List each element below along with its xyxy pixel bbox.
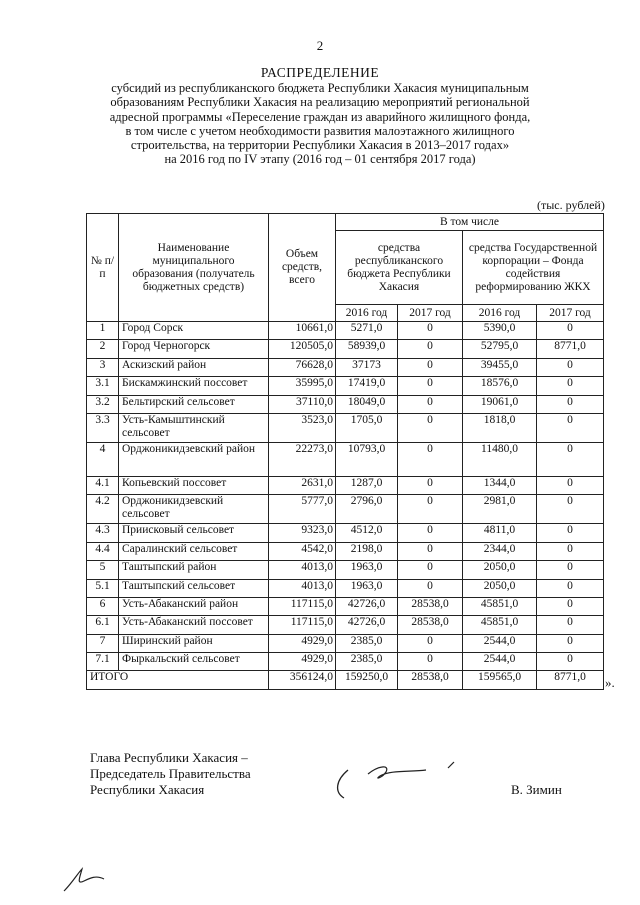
row-fund-2016: 2050,0: [463, 561, 537, 579]
row-total: 35995,0: [269, 377, 336, 395]
table-row: [87, 616, 604, 634]
header-republic-budget: средства республиканского бюджета Республики Хакасия: [336, 231, 463, 305]
header-year-2017: 2017 год: [398, 305, 463, 322]
position-line: Глава Республики Хакасия –: [90, 750, 248, 765]
row-total: 3523,0: [269, 413, 336, 442]
table-row: [87, 442, 604, 476]
row-name: Бельтирский сельсовет: [119, 395, 269, 413]
row-total: 4542,0: [269, 542, 336, 560]
table-row: [87, 579, 604, 597]
row-fund-2017: 0: [537, 542, 604, 560]
row-total: 2631,0: [269, 476, 336, 494]
row-name: Таштыпский район: [119, 561, 269, 579]
handwritten-signature: [330, 758, 470, 808]
row-number: 4.1: [87, 476, 119, 494]
row-fund-2017: 0: [537, 597, 604, 615]
row-total: 117115,0: [269, 616, 336, 634]
row-republic-2016: 1287,0: [336, 476, 398, 494]
row-name: Саралинский сельсовет: [119, 542, 269, 560]
header-fund: средства Государственной корпорации – Фонда содействия реформированию ЖКХ: [463, 231, 604, 305]
row-fund-2016: 2544,0: [463, 634, 537, 652]
row-name: Ширинский район: [119, 634, 269, 652]
total-row: [87, 671, 604, 689]
row-republic-2017: 0: [398, 377, 463, 395]
row-fund-2016: 19061,0: [463, 395, 537, 413]
row-republic-2016: 2198,0: [336, 542, 398, 560]
row-republic-2017: 0: [398, 358, 463, 376]
total-label: ИТОГО: [87, 671, 269, 689]
row-republic-2017: 0: [398, 495, 463, 524]
position-line: Республики Хакасия: [90, 782, 205, 797]
row-total: 9323,0: [269, 524, 336, 542]
row-republic-2016: 10793,0: [336, 442, 398, 476]
row-fund-2017: 0: [537, 476, 604, 494]
row-name: Усть-Камыштинский сельсовет: [119, 413, 269, 442]
row-republic-2017: 28538,0: [398, 597, 463, 615]
row-republic-2016: 4512,0: [336, 524, 398, 542]
row-fund-2017: 0: [537, 442, 604, 476]
row-fund-2017: 0: [537, 322, 604, 340]
row-total: 4013,0: [269, 561, 336, 579]
total-fund-2016: 159565,0: [463, 671, 537, 689]
row-republic-2016: 1963,0: [336, 579, 398, 597]
row-republic-2017: 0: [398, 634, 463, 652]
signatory-position: [90, 750, 251, 798]
row-number: 2: [87, 340, 119, 358]
heading-line: субсидий из республиканского бюджета Республики Хакасия муниципальным: [111, 81, 529, 96]
row-fund-2016: 1818,0: [463, 413, 537, 442]
row-number: 7.1: [87, 653, 119, 671]
heading-line: строительства, на территории Республики Хакасия в 2013–2017 годах»: [130, 138, 510, 153]
position-line: Председатель Правительства: [90, 766, 251, 781]
header-in-which: В том числе: [336, 214, 604, 231]
row-number: 7: [87, 634, 119, 652]
table-row: [87, 340, 604, 358]
heading-line: в том числе с учетом необходимости развития малоэтажного жилищного: [125, 123, 515, 138]
heading-line: адресной программы «Переселение граждан из аварийного жилищного фонда,: [109, 109, 531, 124]
row-fund-2017: 0: [537, 524, 604, 542]
row-number: 3.3: [87, 413, 119, 442]
table-row: [87, 561, 604, 579]
heading-line: образованиям Республики Хакасия на реализацию мероприятий региональной: [110, 95, 530, 110]
row-fund-2017: 0: [537, 358, 604, 376]
row-fund-2016: 18576,0: [463, 377, 537, 395]
row-total: 5777,0: [269, 495, 336, 524]
row-republic-2017: 0: [398, 322, 463, 340]
row-fund-2016: 52795,0: [463, 340, 537, 358]
row-fund-2016: 2344,0: [463, 542, 537, 560]
row-number: 6.1: [87, 616, 119, 634]
closing-quote-mark: ».: [605, 675, 615, 690]
row-fund-2017: 0: [537, 634, 604, 652]
document-heading: [40, 66, 600, 166]
document-title: РАСПРЕДЕЛЕНИЕ: [260, 65, 380, 80]
row-fund-2017: 0: [537, 395, 604, 413]
header-total: Объем средств, всего: [269, 214, 336, 322]
row-number: 5.1: [87, 579, 119, 597]
row-fund-2017: 8771,0: [537, 340, 604, 358]
row-republic-2016: 2385,0: [336, 653, 398, 671]
row-republic-2016: 1963,0: [336, 561, 398, 579]
row-republic-2017: 0: [398, 524, 463, 542]
row-republic-2017: 0: [398, 579, 463, 597]
row-number: 3.2: [87, 395, 119, 413]
row-total: 117115,0: [269, 597, 336, 615]
row-fund-2017: 0: [537, 579, 604, 597]
row-republic-2017: 28538,0: [398, 616, 463, 634]
row-name: Аскизский район: [119, 358, 269, 376]
row-republic-2017: 0: [398, 413, 463, 442]
total-fund-2017: 8771,0: [537, 671, 604, 689]
row-republic-2016: 17419,0: [336, 377, 398, 395]
row-republic-2016: 37173: [336, 358, 398, 376]
row-name: Приисковый сельсовет: [119, 524, 269, 542]
table-row: [87, 524, 604, 542]
row-republic-2017: 0: [398, 476, 463, 494]
row-fund-2016: 1344,0: [463, 476, 537, 494]
row-name: Бискамжинский поссовет: [119, 377, 269, 395]
header-year-2016: 2016 год: [336, 305, 398, 322]
row-number: 6: [87, 597, 119, 615]
row-fund-2016: 45851,0: [463, 597, 537, 615]
row-republic-2017: 0: [398, 340, 463, 358]
row-name: Город Сорск: [119, 322, 269, 340]
row-number: 4.3: [87, 524, 119, 542]
row-fund-2017: 0: [537, 653, 604, 671]
row-fund-2017: 0: [537, 413, 604, 442]
signer-name: В. Зимин: [511, 782, 562, 797]
row-republic-2016: 42726,0: [336, 597, 398, 615]
row-number: 4.2: [87, 495, 119, 524]
table-row: [87, 476, 604, 494]
heading-line: на 2016 год по IV этапу (2016 год – 01 сентября 2017 года): [164, 152, 476, 167]
row-number: 3: [87, 358, 119, 376]
table-row: [87, 322, 604, 340]
row-name: Город Черногорск: [119, 340, 269, 358]
row-number: 3.1: [87, 377, 119, 395]
row-republic-2017: 0: [398, 442, 463, 476]
row-fund-2016: 2050,0: [463, 579, 537, 597]
row-total: 4013,0: [269, 579, 336, 597]
row-fund-2017: 0: [537, 495, 604, 524]
row-total: 22273,0: [269, 442, 336, 476]
header-year-2017: 2017 год: [537, 305, 604, 322]
page-number: 2: [316, 38, 324, 53]
row-republic-2017: 0: [398, 395, 463, 413]
header-name: Наименование муниципального образования (получатель бюджетных средств): [119, 214, 269, 322]
row-fund-2016: 45851,0: [463, 616, 537, 634]
row-republic-2016: 42726,0: [336, 616, 398, 634]
row-name: Копьевский поссовет: [119, 476, 269, 494]
row-republic-2016: 5271,0: [336, 322, 398, 340]
table-row: [87, 634, 604, 652]
total-sum: 356124,0: [269, 671, 336, 689]
header-num: № п/п: [87, 214, 119, 322]
row-total: 76628,0: [269, 358, 336, 376]
row-fund-2016: 4811,0: [463, 524, 537, 542]
table-row: [87, 597, 604, 615]
row-name: Орджоникидзевский сельсовет: [119, 495, 269, 524]
row-name: Усть-Абаканский район: [119, 597, 269, 615]
table-row: [87, 653, 604, 671]
row-total: 4929,0: [269, 653, 336, 671]
units-note: (тыс. рублей): [537, 198, 605, 212]
row-total: 120505,0: [269, 340, 336, 358]
row-republic-2017: 0: [398, 561, 463, 579]
table-row: [87, 358, 604, 376]
header-year-2016: 2016 год: [463, 305, 537, 322]
row-total: 37110,0: [269, 395, 336, 413]
total-republic-2016: 159250,0: [336, 671, 398, 689]
margin-initials-mark: [60, 865, 110, 895]
row-republic-2016: 58939,0: [336, 340, 398, 358]
row-number: 4.4: [87, 542, 119, 560]
row-republic-2016: 2796,0: [336, 495, 398, 524]
row-fund-2016: 2544,0: [463, 653, 537, 671]
row-republic-2016: 18049,0: [336, 395, 398, 413]
row-republic-2017: 0: [398, 542, 463, 560]
row-republic-2016: 1705,0: [336, 413, 398, 442]
row-number: 4: [87, 442, 119, 476]
row-republic-2017: 0: [398, 653, 463, 671]
row-name: Орджоникидзевский район: [119, 442, 269, 476]
row-fund-2016: 39455,0: [463, 358, 537, 376]
row-total: 10661,0: [269, 322, 336, 340]
row-fund-2016: 5390,0: [463, 322, 537, 340]
row-name: Таштыпский сельсовет: [119, 579, 269, 597]
row-number: 5: [87, 561, 119, 579]
total-republic-2017: 28538,0: [398, 671, 463, 689]
table-row: [87, 377, 604, 395]
table-row: [87, 542, 604, 560]
row-fund-2016: 2981,0: [463, 495, 537, 524]
row-fund-2017: 0: [537, 561, 604, 579]
row-fund-2017: 0: [537, 616, 604, 634]
subsidy-distribution-table: [86, 213, 604, 690]
table-row: [87, 413, 604, 442]
row-republic-2016: 2385,0: [336, 634, 398, 652]
row-fund-2016: 11480,0: [463, 442, 537, 476]
row-fund-2017: 0: [537, 377, 604, 395]
row-number: 1: [87, 322, 119, 340]
row-name: Фыркальский сельсовет: [119, 653, 269, 671]
table-row: [87, 395, 604, 413]
row-total: 4929,0: [269, 634, 336, 652]
row-name: Усть-Абаканский поссовет: [119, 616, 269, 634]
table-row: [87, 495, 604, 524]
